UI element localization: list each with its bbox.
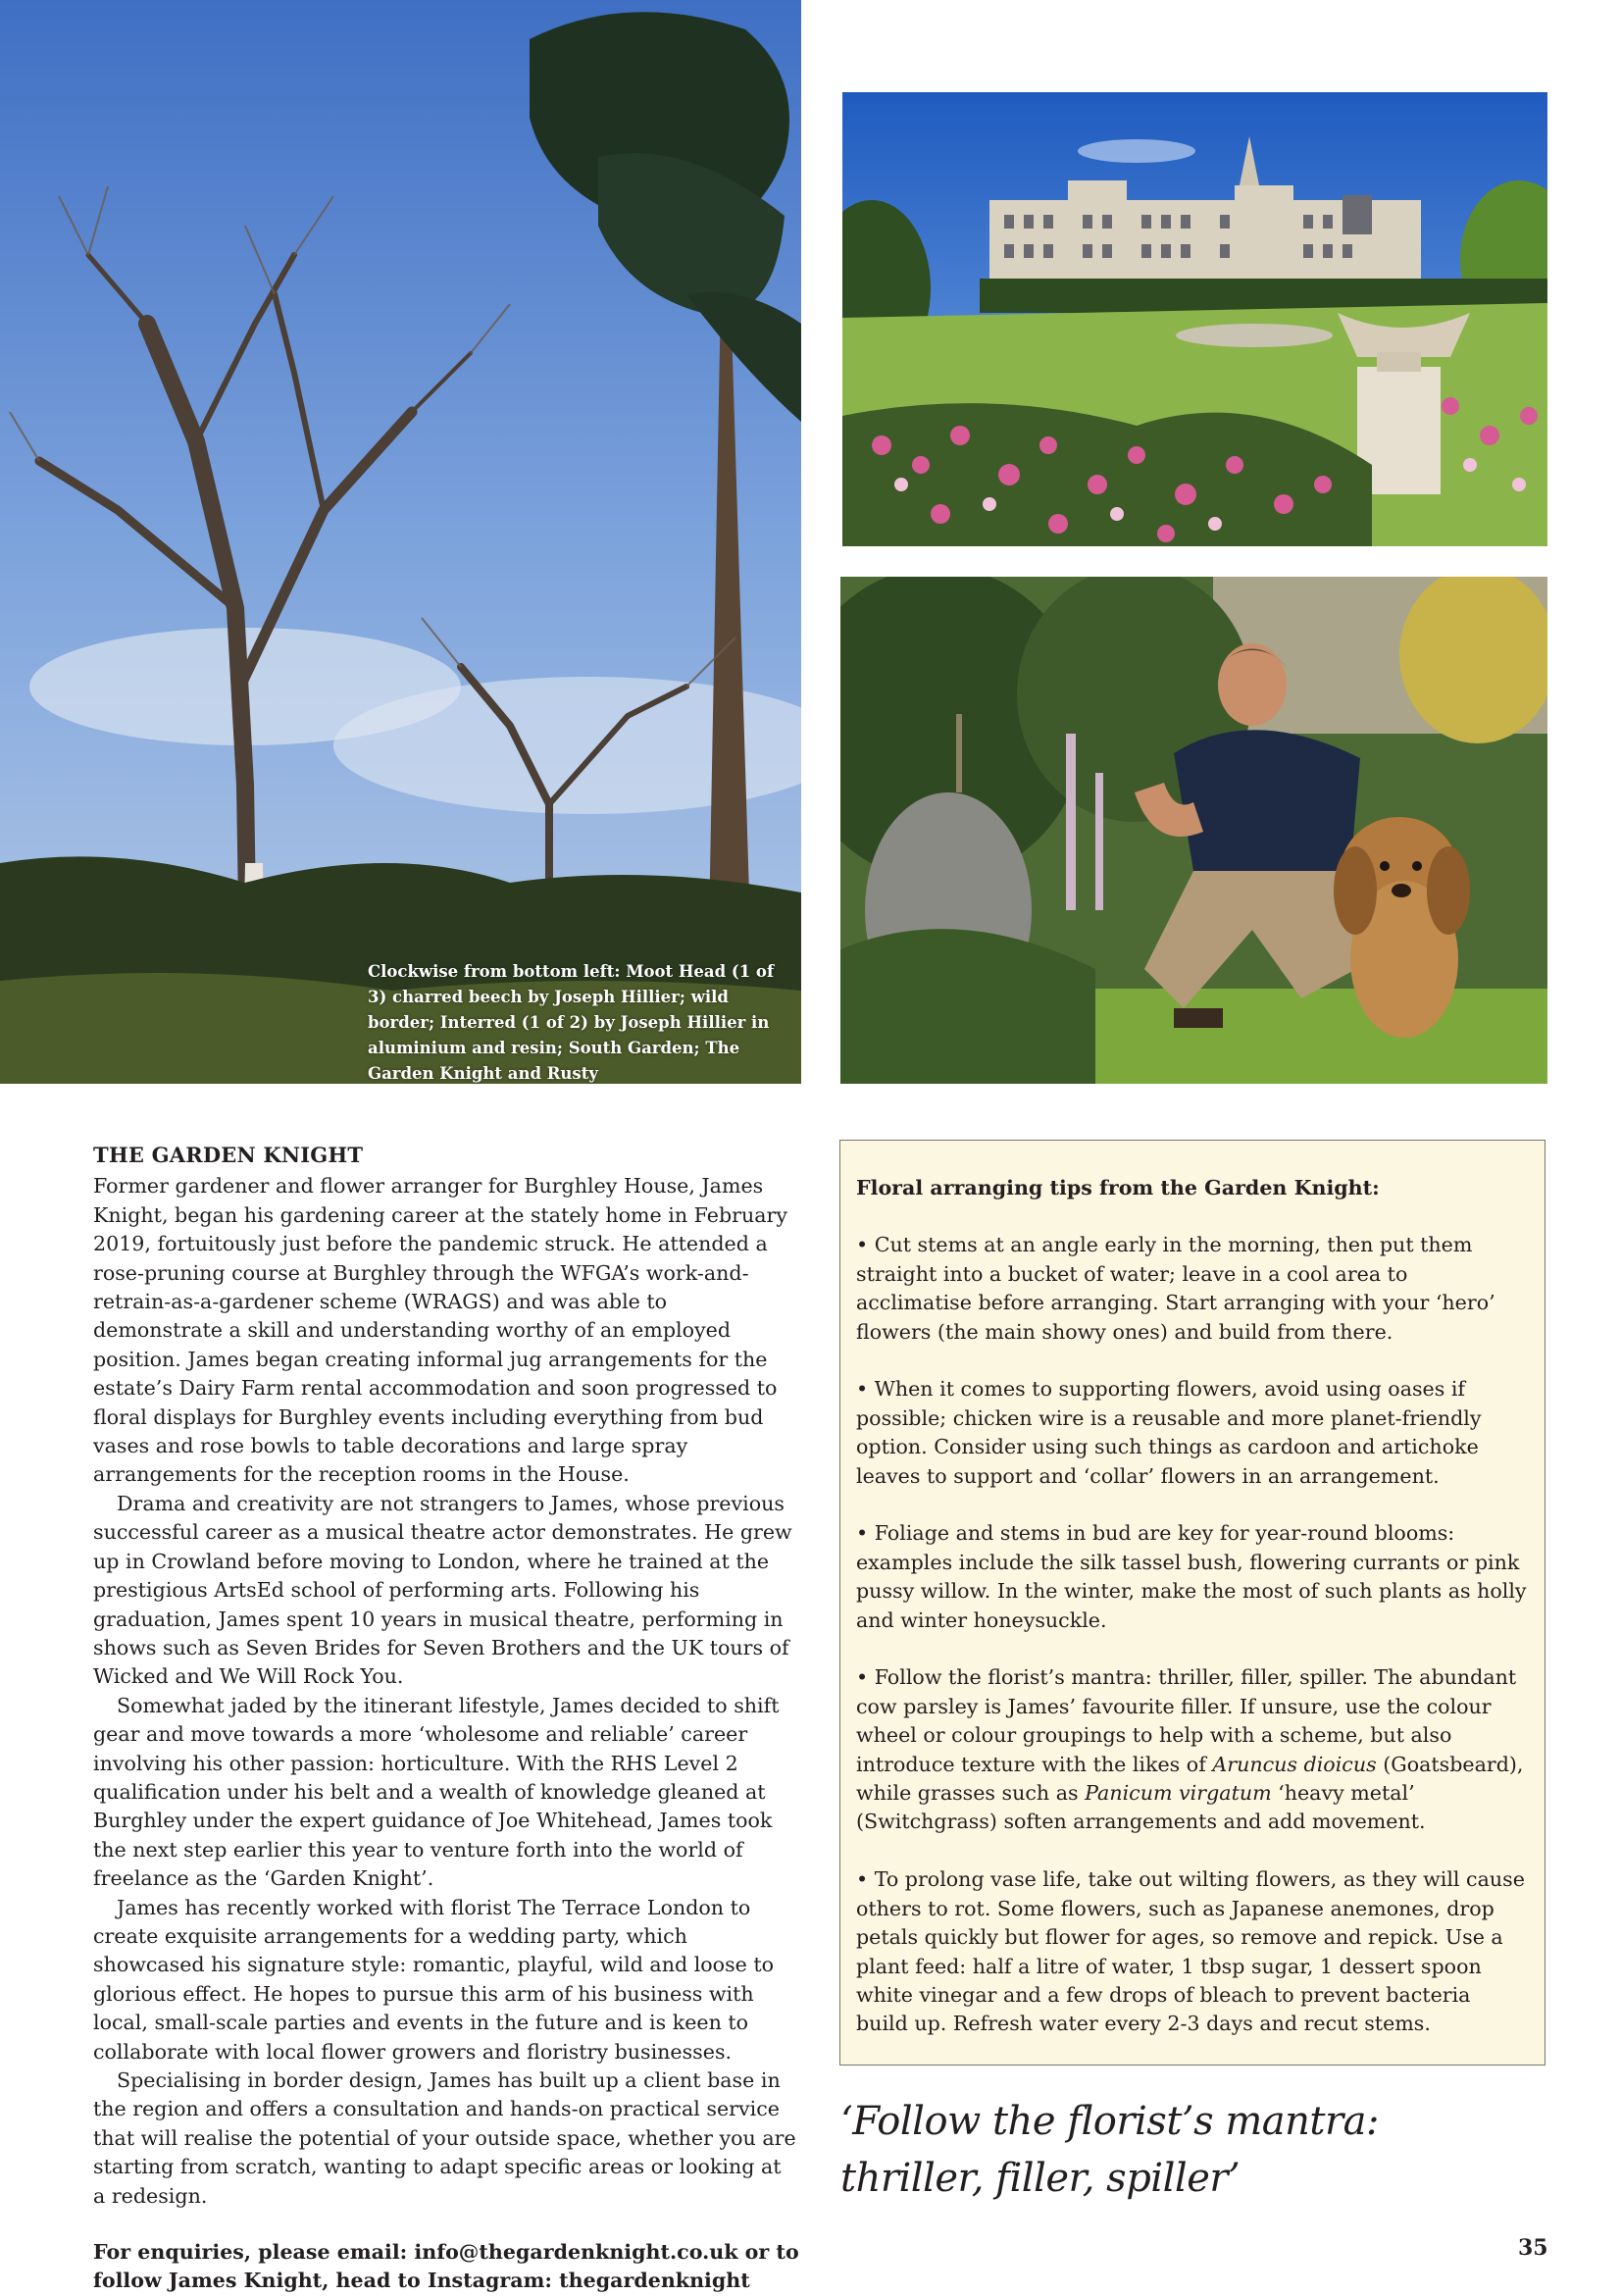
enquiry-note: For enquiries, please email: info@thegardenknight.co.uk or to follow James Knight, head to Instagram: thegardenknight xyxy=(93,2240,799,2293)
tips-box xyxy=(839,1140,1545,2066)
pull-quote-line: thriller, filler, spiller’ xyxy=(840,2156,1241,2201)
article-paragraph: Specialising in border design, James has built up a client base in the region and offers a consultation and hands-on practical service that will realise the potential of your outside space, whether you are starting from scratch, wanting to adapt specific areas or looking at a redesign. xyxy=(93,2068,796,2208)
article-paragraph: Former gardener and flower arranger for Burghley House, James Knight, began his gardening career at the stately home in February 2019, fortuitously just before the pandemic struck. He attended a rose-pruning course at Burghley through the WFGA’s work-and-retrain-as-a-gardener scheme (WRAGS) and was able to demonstrate a skill and understanding worthy of an employed position. James began creating informal jug arrangements for the estate’s Dairy Farm rental accommodation and soon progressed to floral displays for Burghley events including everything from bud vases and rose bowls to table decorations and large spray arrangements for the reception rooms in the House. xyxy=(93,1174,788,1487)
house-illustration xyxy=(842,92,1547,546)
pull-quote xyxy=(840,2093,1546,2207)
pull-quote-line: ‘Follow the florist’s mantra: xyxy=(840,2099,1379,2144)
tip-item xyxy=(856,1663,1527,1836)
photo-caption: Clockwise from bottom left: Moot Head (1 of 3) charred beech by Joseph Hillier; wild border; Interred (1 of 2) by Joseph Hillier in aluminium and resin; South Garden; The Garden Knight and Rusty xyxy=(368,962,775,1083)
article-column xyxy=(93,1141,799,2296)
tips-title: Floral arranging tips from the Garden Knight: xyxy=(856,1176,1380,1199)
article-paragraph: Somewhat jaded by the itinerant lifestyle, James decided to shift gear and move towards a more ‘wholesome and reliable’ career involving his other passion: horticulture. With the RHS Level 2 qualification under his belt and a wealth of knowledge gleaned at Burghley under the expert guidance of Joe Whitehead, James took the next step earlier this year to venture forth into the world of freelance as the ‘Garden Knight’. xyxy=(93,1693,780,1891)
tip-text: • Follow the florist’s mantra: thriller, filler, spiller. The abundant cow parsley is James’ favourite filler. If unsure, use the colour wheel or colour groupings to help with a scheme, but also introduce texture with the likes of xyxy=(856,1665,1517,1776)
tip-item: • Foliage and stems in bud are key for year-round blooms: examples include the silk tassel bush, flowering currants or pink pussy willow. In the winter, make the most of such plants as holly and winter honeysuckle. xyxy=(856,1521,1527,1632)
south-garden-photo xyxy=(842,92,1547,546)
article-paragraph: James has recently worked with florist The Terrace London to create exquisite arrangements for a wedding party, which showcased his signature style: romantic, playful, wild and loose to glorious effect. He hopes to pursue this arm of his business with local, small-scale parties and events in the future and is keen to collaborate with local flower growers and floristry businesses. xyxy=(93,1895,775,2064)
tip-item: • When it comes to supporting flowers, avoid using oases if possible; chicken wire is a reusable and more planet-friendly option. Consider using such things as cardoon and artichoke leaves to support and ‘collar’ flowers in an arrangement. xyxy=(856,1377,1482,1488)
article-paragraph: Drama and creativity are not strangers to James, whose previous successful career as a musical theatre actor demonstrates. He grew up in Crowland before moving to London, where he trained at the prestigious ArtsEd school of performing arts. Following his graduation, James spent 10 years in musical theatre, performing in shows such as Seven Brides for Seven Brothers and the UK tours of Wicked and We Will Rock You. xyxy=(93,1491,792,1689)
tip-item: • Cut stems at an angle early in the morning, then put them straight into a bucket of water; leave in a cool area to acclimatise before arranging. Start arranging with your ‘hero’ flowers (the main showy ones) and build from there. xyxy=(856,1233,1495,1344)
tip-item: • To prolong vase life, take out wilting flowers, as they will cause others to rot. Some flowers, such as Japanese anemones, drop petals quickly but flower for ages, so remove and repick. Use a plant feed: half a litre of water, 1 tbsp sugar, 1 dessert spoon white vinegar and a few drops of bleach to prevent bacteria build up. Refresh water every 2-3 days and recut stems. xyxy=(856,1867,1525,2036)
tip-text: (Goatsbeard), while grasses such as xyxy=(856,1752,1524,1806)
trees-photo xyxy=(0,0,801,1084)
plant-latin-name: Panicum virgatum xyxy=(1085,1781,1272,1806)
article-heading: THE GARDEN KNIGHT xyxy=(93,1143,364,1167)
man-and-dog-illustration xyxy=(840,577,1547,1084)
plant-latin-name: Aruncus dioicus xyxy=(1212,1752,1377,1776)
trees-illustration xyxy=(0,0,801,1084)
tip-text: ‘heavy metal’ (Switchgrass) soften arrangements and add movement. xyxy=(856,1781,1426,1834)
page-number: 35 xyxy=(1518,2235,1548,2261)
garden-knight-photo xyxy=(840,577,1547,1084)
